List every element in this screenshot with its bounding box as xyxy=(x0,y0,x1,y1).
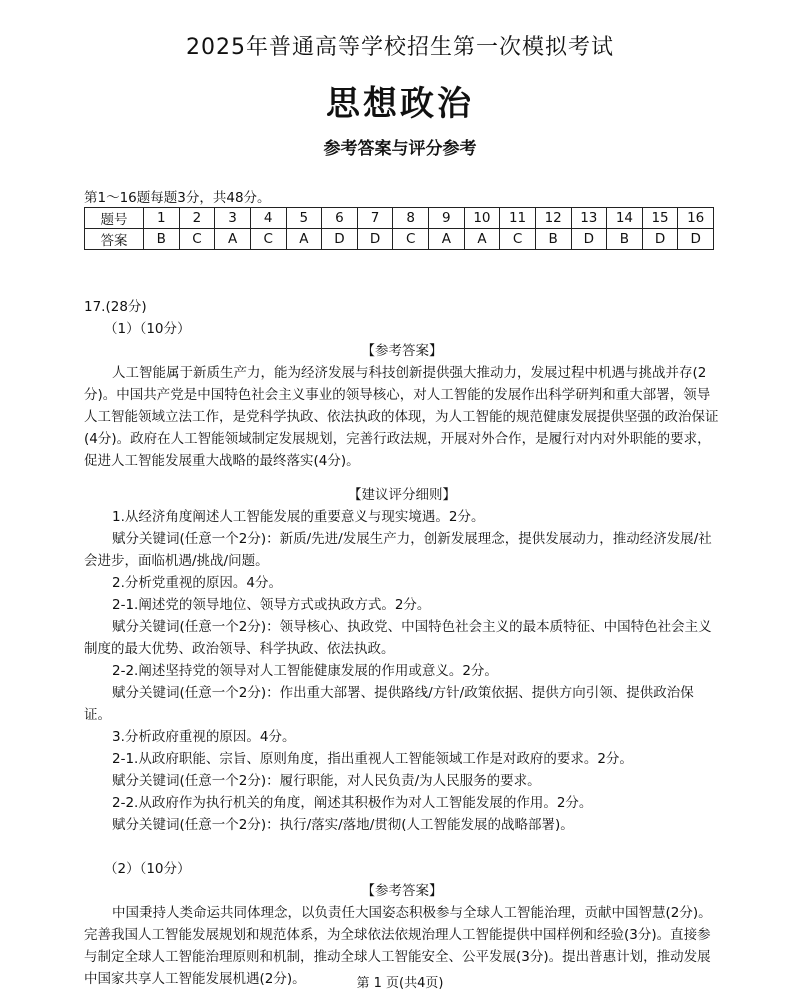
answer-cell: A xyxy=(286,229,322,250)
spacer xyxy=(84,836,720,858)
scoring-item: 2-1.阐述党的领导地位、领导方式或执政方式。2分。 xyxy=(112,597,431,613)
scoring-item: 赋分关键词(任意一个2分)：作出重大部署、提供路线/方针/政策依据、提供方向引领、提供政治保证。 xyxy=(84,685,694,723)
row-label-answer: 答案 xyxy=(85,229,144,250)
question-number-row xyxy=(85,208,714,229)
scoring-item: 赋分关键词(任意一个2分)：履行职能，对人民负责/为人民服务的要求。 xyxy=(112,773,541,789)
scoring-item: 2-2.从政府作为执行机关的角度，阐述其积极作为对人工智能发展的作用。2分。 xyxy=(112,795,593,811)
answer-cell: C xyxy=(500,229,536,250)
question-number-cell: 13 xyxy=(571,208,607,229)
scoring-item: 赋分关键词(任意一个2分)：领导核心、执政党、中国特色社会主义的最本质特征、中国特色社会主义制度的最大优势、政治领导、科学执政、依法执政。 xyxy=(84,619,712,657)
answer-cell: B xyxy=(535,229,571,250)
answer-cell: A xyxy=(215,229,251,250)
answer-cell: C xyxy=(250,229,286,250)
part1-ref-answer-heading: 【参考答案】 xyxy=(361,343,443,359)
scoring-item: 赋分关键词(任意一个2分)：执行/落实/落地/贯彻(人工智能发展的战略部署)。 xyxy=(112,817,574,833)
question-number-cell: 9 xyxy=(429,208,465,229)
question-number-cell: 2 xyxy=(179,208,215,229)
row-label-number: 题号 xyxy=(85,208,144,229)
scoring-item: 1.从经济角度阐述人工智能发展的重要意义与现实境遇。2分。 xyxy=(112,509,485,525)
question-number-cell: 10 xyxy=(464,208,500,229)
q17-title: 17.(28分) xyxy=(84,299,147,315)
question-number-cell: 8 xyxy=(393,208,429,229)
scoring-heading: 【建议评分细则】 xyxy=(348,487,456,503)
answer-cell: A xyxy=(464,229,500,250)
part2-ref-answer: 中国秉持人类命运共同体理念，以负责任大国姿态积极参与全球人工智能治理，贡献中国智慧(2分)。完善我国人工智能发展规划和规范体系，为全球依法依规治理人工智能提供中国样例和经验(3分)。直接参与制定全球人工智能治理原则和机制，推动全球人工智能安全、公平发展(3分)。提出普惠计划，推动发展中国家共享人工智能发展机遇(2分)。 xyxy=(84,905,712,987)
scoring-item: 2.分析党重视的原因。4分。 xyxy=(112,575,282,591)
answer-cell: C xyxy=(179,229,215,250)
spacer xyxy=(84,472,720,484)
question-number-cell: 5 xyxy=(286,208,322,229)
question-number-cell: 1 xyxy=(144,208,180,229)
question-number-cell: 7 xyxy=(357,208,393,229)
question-number-cell: 6 xyxy=(322,208,358,229)
q17-section xyxy=(84,296,720,990)
answer-subtitle: 参考答案与评分参考 xyxy=(323,139,477,159)
answer-cell: B xyxy=(144,229,180,250)
answer-cell: D xyxy=(642,229,678,250)
question-number-cell: 16 xyxy=(678,208,714,229)
page-footer: 第 1 页(共4页) xyxy=(356,976,444,991)
answer-cell: D xyxy=(357,229,393,250)
mc-intro: 第1～16题每题3分，共48分。 xyxy=(84,190,271,206)
question-number-cell: 11 xyxy=(500,208,536,229)
answer-cell: D xyxy=(322,229,358,250)
answer-row xyxy=(85,229,714,250)
subject-title: 思想政治 xyxy=(326,84,474,124)
question-number-cell: 15 xyxy=(642,208,678,229)
mc-answer-table xyxy=(84,207,714,250)
scoring-item: 2-1.从政府职能、宗旨、原则角度，指出重视人工智能领域工作是对政府的要求。2分。 xyxy=(112,751,633,767)
question-number-cell: 4 xyxy=(250,208,286,229)
question-number-cell: 3 xyxy=(215,208,251,229)
scoring-item: 2-2.阐述坚持党的领导对人工智能健康发展的作用或意义。2分。 xyxy=(112,663,498,679)
answer-cell: D xyxy=(571,229,607,250)
part1-ref-answer: 人工智能属于新质生产力，能为经济发展与科技创新提供强大推动力，发展过程中机遇与挑战并存(2分)。中国共产党是中国特色社会主义事业的领导核心，对人工智能的发展作出科学研判和重大部署，领导人工智能领域立法工作，是党科学执政、依法执政的体现，为人工智能的规范健康发展提供坚强的政治保证(4分)。政府在人工智能领域制定发展规划，完善行政法规，开展对外合作，是履行对内对外职能的要求，促进人工智能发展重大战略的最终落实(4分)。 xyxy=(84,365,719,469)
exam-title: 2025年普通高等学校招生第一次模拟考试 xyxy=(186,35,614,60)
answer-cell: A xyxy=(429,229,465,250)
scoring-item: 3.分析政府重视的原因。4分。 xyxy=(112,729,296,745)
scoring-item: 赋分关键词(任意一个2分)：新质/先进/发展生产力，创新发展理念，提供发展动力，推动经济发展/社会进步，面临机遇/挑战/问题。 xyxy=(84,531,712,569)
q17-part1-title: （1）（10分） xyxy=(104,321,191,337)
answer-cell: D xyxy=(678,229,714,250)
part2-ref-answer-heading: 【参考答案】 xyxy=(361,883,443,899)
q17-part2-title: （2）（10分） xyxy=(104,861,191,877)
question-number-cell: 14 xyxy=(607,208,643,229)
question-number-cell: 12 xyxy=(535,208,571,229)
answer-cell: B xyxy=(607,229,643,250)
answer-cell: C xyxy=(393,229,429,250)
